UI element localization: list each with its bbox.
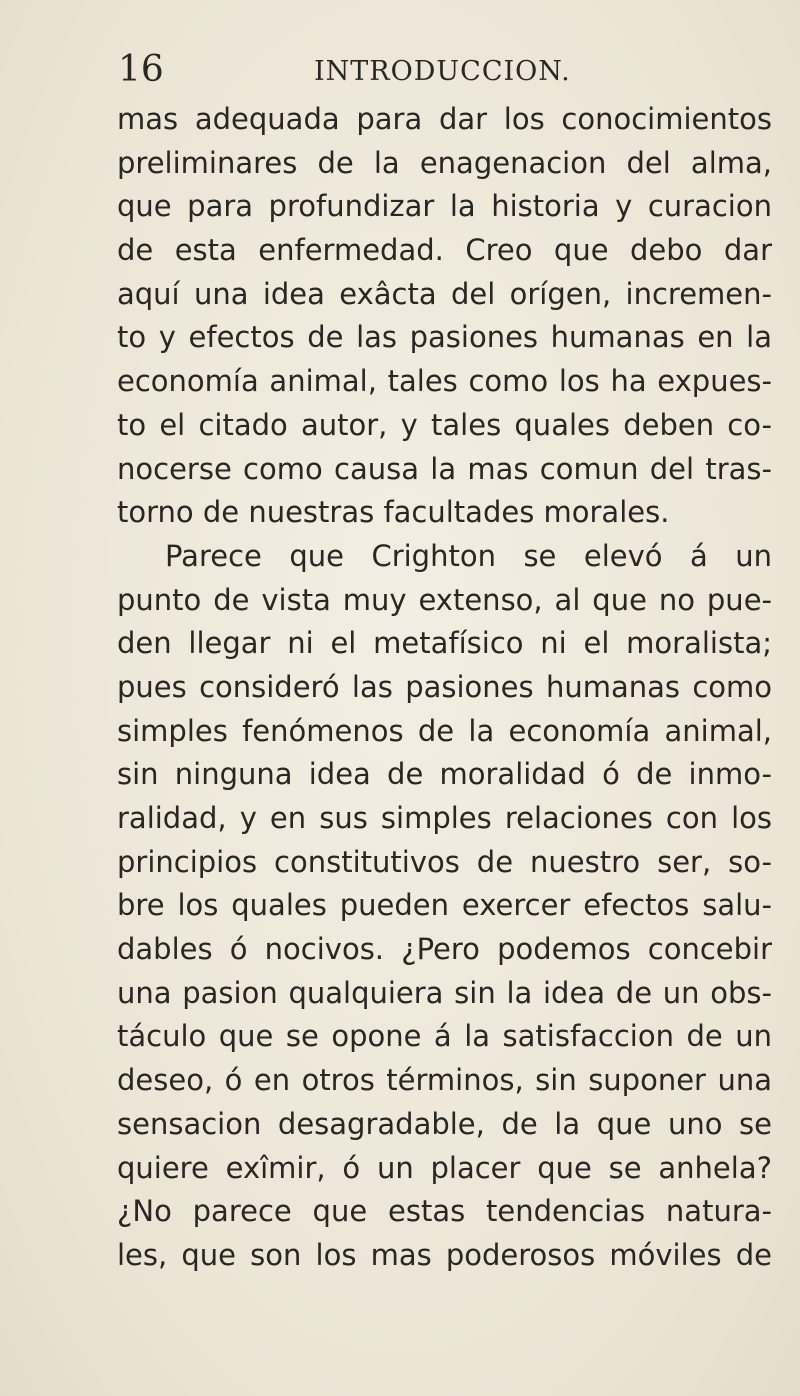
text-line: simples fenómenos de la economía animal,: [117, 713, 772, 748]
text-line: de esta enfermedad. Creo que debo dar: [117, 233, 772, 268]
text-line: quiere exîmir, ó un placer que se anhela?: [117, 1150, 772, 1185]
paragraph-end-line: torno de nuestras facultades morales.: [117, 495, 670, 530]
text-line: táculo que se opone á la satisfaccion de un: [117, 1019, 772, 1054]
page-header: [118, 48, 718, 98]
text-line: mas adequada para dar los conocimientos: [117, 102, 772, 136]
text-line: deseo, ó en otros términos, sin suponer una: [117, 1063, 772, 1098]
text-line: punto de vista muy extenso, al que no pue-: [117, 582, 772, 617]
running-head: INTRODUCCION.: [314, 56, 571, 87]
text-line: ¿No parece que estas tendencias natura-: [117, 1194, 772, 1229]
text-line: principios constitutivos de nuestro ser, so-: [117, 844, 772, 879]
body-text: [117, 98, 772, 1278]
text-line: ralidad, y en sus simples relaciones con los: [117, 801, 772, 835]
text-line: sin ninguna idea de moralidad ó de inmo-: [117, 757, 772, 792]
paragraph-start-line: Parece que Crighton se elevó á un: [165, 538, 772, 573]
text-line: to y efectos de las pasiones humanas en la: [117, 320, 772, 355]
text-line: bre los quales pueden exercer efectos salu-: [117, 888, 772, 923]
text-line: nocerse como causa la mas comun del tras-: [117, 451, 772, 486]
text-line: aquí una idea exâcta del orígen, incremen-: [117, 276, 772, 311]
text-line: dables ó nocivos. ¿Pero podemos concebir: [117, 932, 772, 967]
text-line: economía animal, tales como los ha expues-: [117, 364, 772, 399]
text-line: que para profundizar la historia y curacion: [117, 189, 772, 224]
text-line: preliminares de la enagenacion del alma,: [117, 145, 772, 180]
text-line: les, que son los mas poderosos móviles de: [117, 1237, 772, 1272]
text-line: den llegar ni el metafísico ni el moralista;: [117, 626, 772, 661]
text-line: sensacion desagradable, de la que uno se: [117, 1106, 772, 1141]
text-line: pues consideró las pasiones humanas como: [117, 669, 772, 704]
page-number: 16: [118, 49, 164, 90]
text-line: una pasion qualquiera sin la idea de un obs-: [117, 975, 772, 1010]
text-line: to el citado autor, y tales quales deben co-: [117, 407, 772, 442]
